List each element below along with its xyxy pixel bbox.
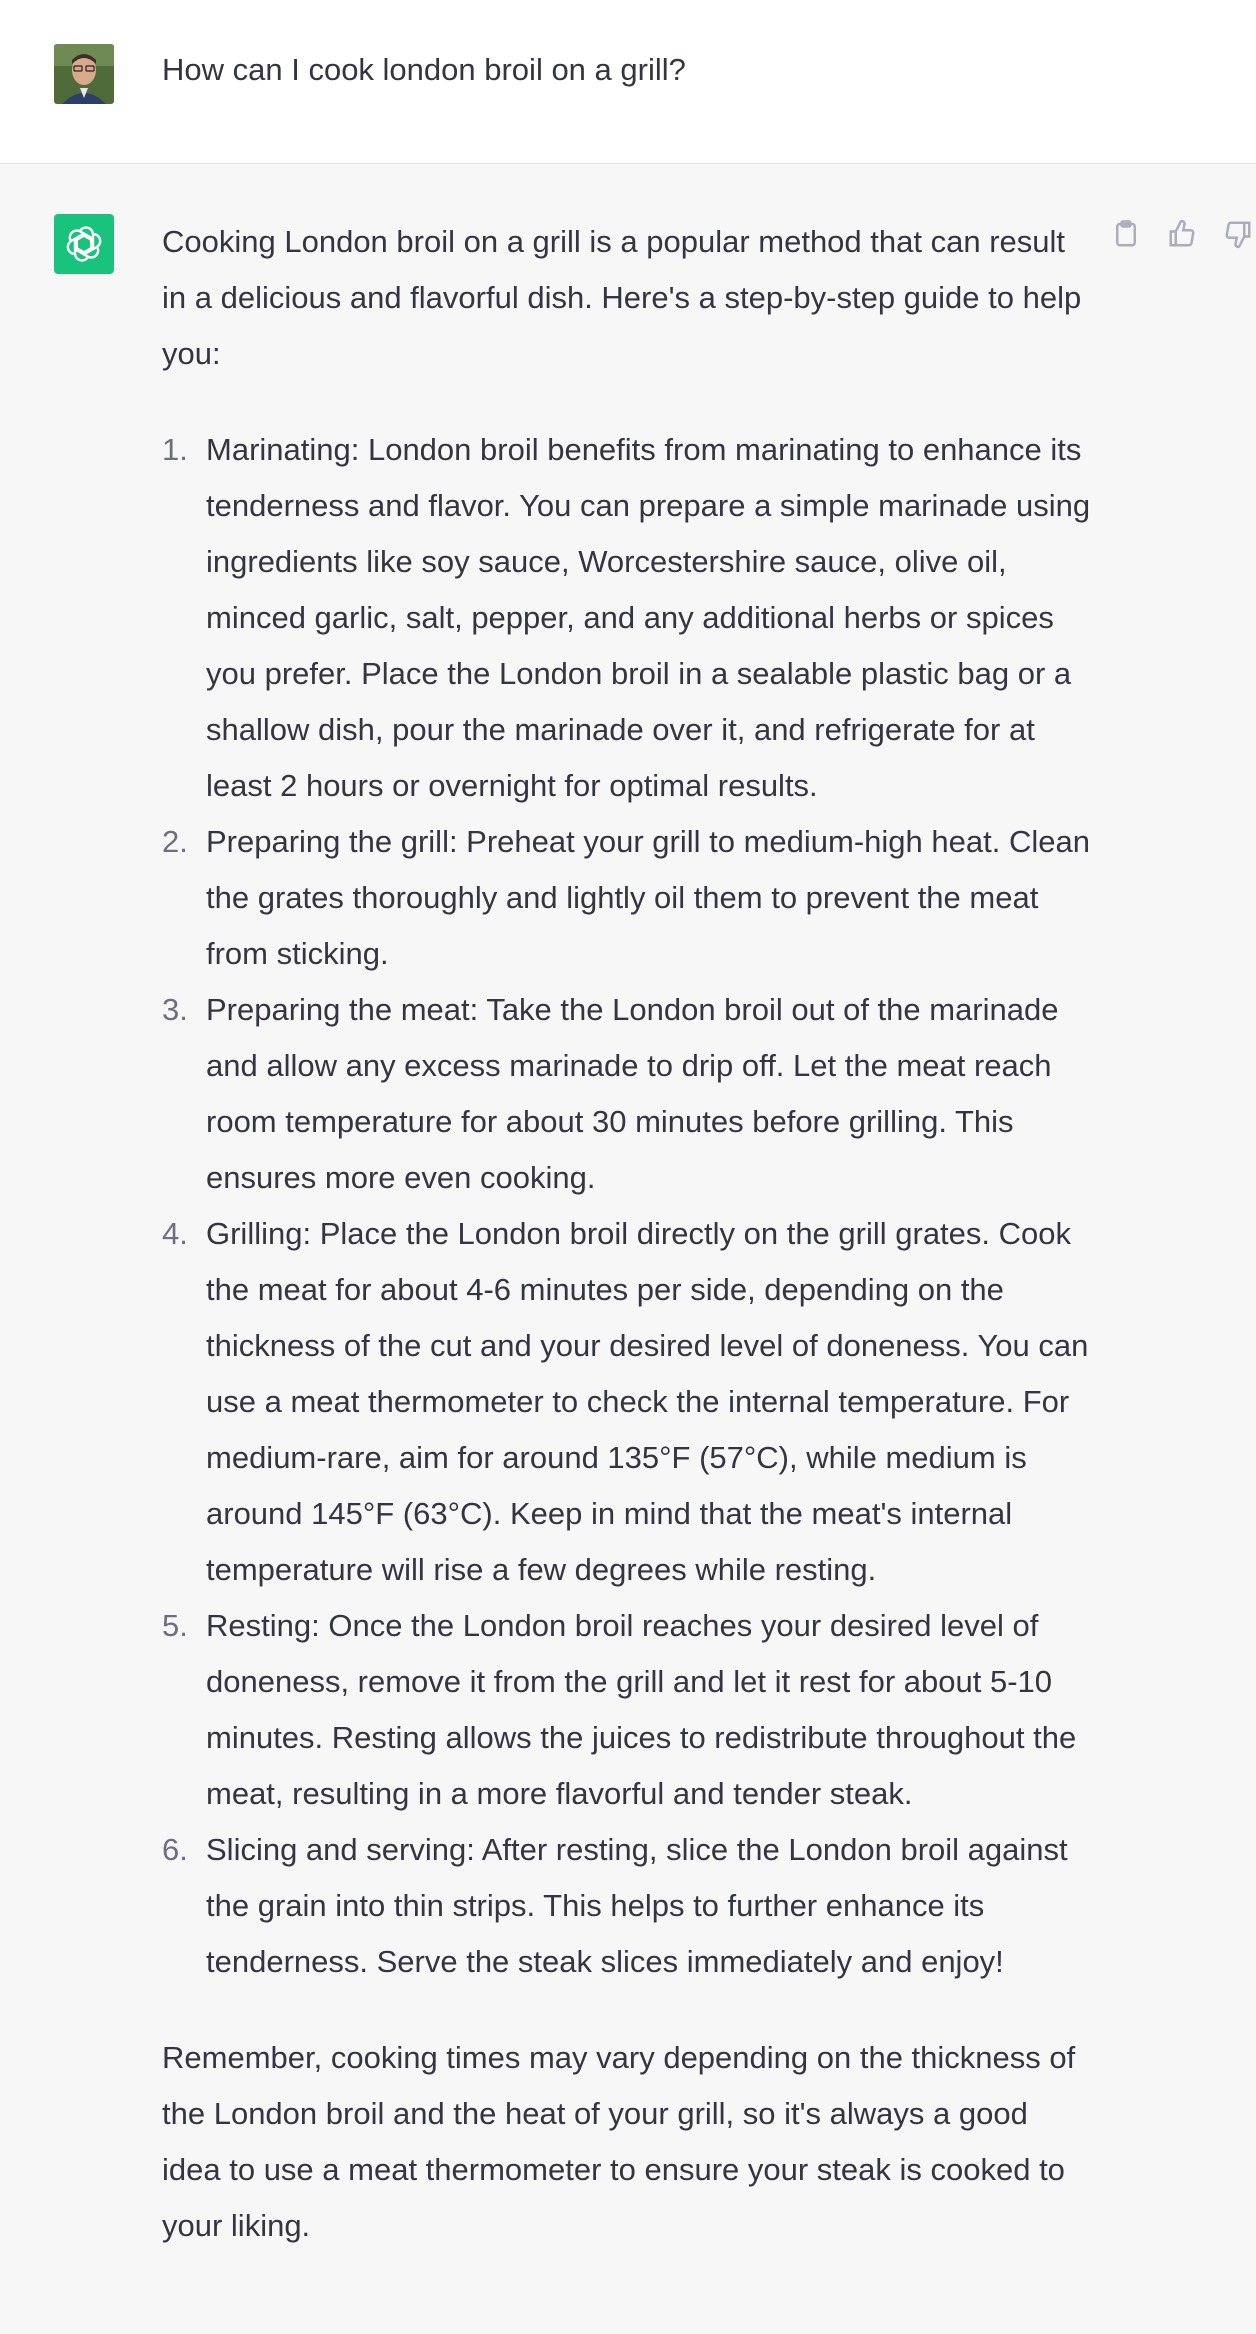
copy-button[interactable] — [1108, 216, 1144, 252]
list-item — [162, 814, 1092, 982]
assistant-intro: Cooking London broil on a grill is a popular method that can result in a delicious and flavorful dish. Here's a step-by-step guide to help you: — [162, 224, 1082, 371]
thumbs-down-button[interactable] — [1220, 216, 1256, 252]
list-item-text: Preparing the meat: Take the London broil out of the marinade and allow any excess marinade to drip off. Let the meat reach room temperature for about 30 minutes before grilling. This ensures more even cooking. — [206, 992, 1059, 1195]
list-number: 3. — [162, 992, 188, 1027]
list-number: 6. — [162, 1832, 188, 1867]
list-number: 4. — [162, 1216, 188, 1251]
list-item-text: Grilling: Place the London broil directly on the grill grates. Cook the meat for about 4-6 minutes per side, depending on the thickness of the cut and your desired level of doneness. You can use a meat thermometer to check the internal temperature. For medium-rare, aim for around 135°F (57°C), while medium is around 145°F (63°C). Keep in mind that the meat's internal temperature will rise a few degrees while resting. — [206, 1216, 1089, 1587]
assistant-message — [162, 214, 1092, 2254]
thumbs-down-icon — [1223, 219, 1253, 249]
list-item — [162, 1598, 1092, 1822]
chatgpt-logo-icon — [54, 214, 114, 274]
list-item — [162, 422, 1092, 814]
user-avatar — [54, 44, 114, 104]
steps-list — [162, 422, 1092, 1990]
assistant-message-row — [0, 164, 1256, 2334]
thumbs-up-button[interactable] — [1164, 216, 1200, 252]
list-number: 5. — [162, 1608, 188, 1643]
user-message-text: How can I cook london broil on a grill? — [162, 52, 686, 87]
list-item — [162, 1822, 1092, 1990]
clipboard-icon — [1111, 219, 1141, 249]
list-item — [162, 982, 1092, 1206]
list-item-text: Slicing and serving: After resting, slice the London broil against the grain into thin strips. This helps to further enhance its tenderness. Serve the steak slices immediately and enjoy! — [206, 1832, 1068, 1979]
list-item-text: Resting: Once the London broil reaches your desired level of doneness, remove it from the grill and let it rest for about 5-10 minutes. Resting allows the juices to redistribute throughout the meat, resulting in a more flavorful and tender steak. — [206, 1608, 1077, 1811]
list-item-text: Marinating: London broil benefits from marinating to enhance its tenderness and flavor. You can prepare a simple marinade using ingredients like soy sauce, Worcestershire sauce, olive oil, minced garlic, salt, pepper, and any additional herbs or spices you prefer. Place the London broil in a sealable plastic bag or a shallow dish, pour the marinade over it, and refrigerate for at least 2 hours or overnight for optimal results. — [206, 432, 1091, 803]
list-item-text: Preparing the grill: Preheat your grill to medium-high heat. Clean the grates thoroughly and lightly oil them to prevent the meat from sticking. — [206, 824, 1090, 971]
list-item — [162, 1206, 1092, 1598]
user-photo-icon — [54, 44, 114, 104]
thumbs-up-icon — [1167, 219, 1197, 249]
message-actions — [1108, 216, 1256, 252]
list-number: 1. — [162, 432, 188, 467]
assistant-outro: Remember, cooking times may vary depending on the thickness of the London broil and the heat of your grill, so it's always a good idea to use a meat thermometer to ensure your steak is cooked to your liking. — [162, 2040, 1076, 2243]
list-number: 2. — [162, 824, 188, 859]
user-message-row — [0, 0, 1256, 164]
